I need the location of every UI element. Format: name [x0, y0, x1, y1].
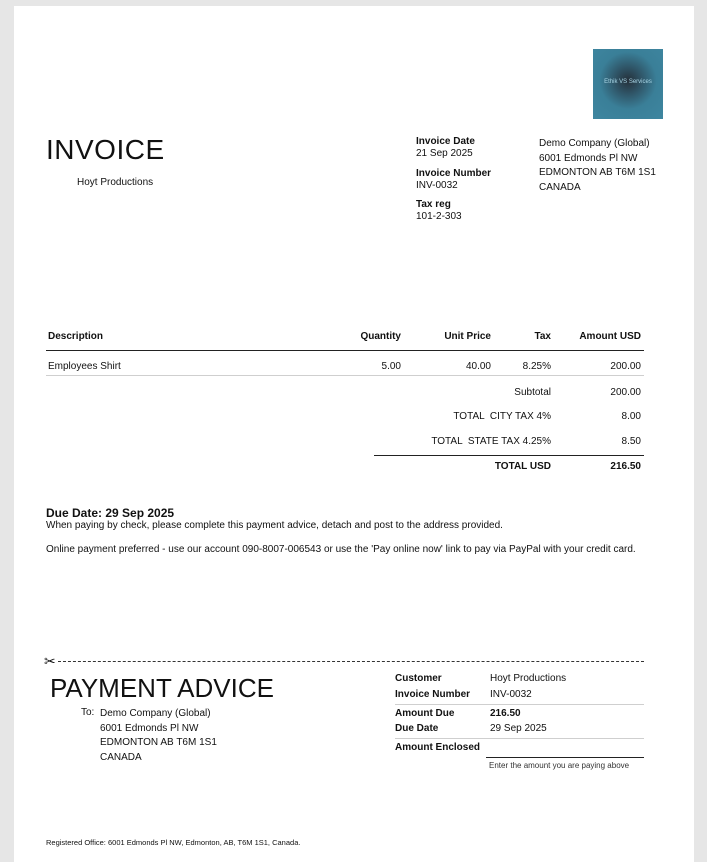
advice-due-date-label: Due Date — [395, 723, 439, 734]
advice-company-city: EDMONTON AB T6M 1S1 — [100, 737, 217, 748]
online-payment-note: Online payment preferred - use our account 090-8007-006543 or use the 'Pay online now' link to pay via PayPal with your credit card. — [46, 544, 636, 555]
advice-invoice-number-value: INV-0032 — [490, 689, 532, 700]
due-date-heading: Due Date: 29 Sep 2025 — [46, 506, 175, 520]
col-description: Description — [48, 331, 104, 342]
subtotal-label: Subtotal — [514, 387, 551, 398]
total-row — [46, 461, 644, 481]
subtotal-value: 200.00 — [610, 387, 641, 398]
item-unit-price: 40.00 — [465, 361, 491, 372]
advice-amount-due-label: Amount Due — [395, 708, 455, 719]
amount-enclosed-line — [486, 757, 644, 758]
invoice-number-label: Invoice Number — [416, 168, 492, 179]
col-amount: Amount USD — [579, 331, 641, 342]
amount-enclosed-hint: Enter the amount you are paying above — [489, 761, 630, 770]
advice-company-name: Demo Company (Global) — [100, 708, 211, 719]
invoice-date-label: Invoice Date — [416, 136, 475, 147]
to-label: To: — [81, 707, 95, 718]
advice-amount-due-value: 216.50 — [490, 708, 521, 719]
table-row — [46, 361, 644, 381]
invoice-title: INVOICE — [46, 134, 165, 165]
col-quantity: Quantity — [360, 331, 401, 342]
advice-due-date-value: 29 Sep 2025 — [490, 723, 547, 734]
advice-amount-enclosed-label: Amount Enclosed — [395, 742, 481, 753]
cut-line — [58, 661, 644, 662]
item-description: Employees Shirt — [48, 361, 121, 372]
invoice-page — [14, 6, 694, 862]
advice-invoice-number-label: Invoice Number — [395, 689, 471, 700]
invoice-date-value: 21 Sep 2025 — [416, 148, 473, 159]
city-tax-row — [46, 411, 644, 431]
scissors-icon: ✂ — [44, 653, 56, 669]
item-quantity: 5.00 — [381, 361, 401, 372]
bill-to-customer: Hoyt Productions — [77, 177, 154, 188]
registered-office-footer: Registered Office: 6001 Edmonds Pl NW, Edmonton, AB, T6M 1S1, Canada. — [46, 838, 301, 847]
header-divider — [46, 350, 644, 351]
advice-customer-value: Hoyt Productions — [490, 673, 567, 684]
advice-company-country: CANADA — [100, 751, 142, 763]
total-label: TOTAL USD — [494, 461, 551, 472]
state-tax-row — [46, 436, 644, 456]
state-tax-value: 8.50 — [621, 436, 641, 447]
advice-customer-label: Customer — [395, 673, 442, 684]
company-name: Demo Company (Global) — [539, 138, 650, 149]
state-tax-label: TOTAL STATE TAX 4.25% — [431, 436, 551, 447]
item-tax: 8.25% — [522, 361, 551, 372]
col-unit-price: Unit Price — [444, 331, 491, 342]
check-payment-note: When paying by check, please complete this payment advice, detach and post to the address provided. — [46, 520, 503, 531]
city-tax-label: TOTAL CITY TAX 4% — [453, 411, 551, 422]
item-amount: 200.00 — [610, 361, 641, 372]
advice-company-street: 6001 Edmonds Pl NW — [100, 722, 199, 734]
advice-divider-1 — [395, 704, 644, 705]
table-header — [46, 331, 644, 351]
company-country: CANADA — [539, 181, 581, 193]
subtotal-row — [46, 387, 644, 407]
total-value: 216.50 — [610, 461, 641, 472]
company-city: EDMONTON AB T6M 1S1 — [539, 167, 656, 178]
col-tax: Tax — [534, 331, 551, 342]
advice-divider-2 — [395, 738, 644, 739]
company-street: 6001 Edmonds Pl NW — [539, 152, 638, 164]
tax-reg-value: 101-2-303 — [416, 211, 462, 222]
payment-advice-title: PAYMENT ADVICE — [50, 673, 274, 703]
row-divider — [46, 375, 644, 376]
tax-reg-label: Tax reg — [416, 199, 451, 210]
company-logo — [593, 49, 663, 119]
invoice-number-value: INV-0032 — [416, 180, 458, 191]
total-divider — [374, 455, 644, 456]
logo-text: Ethik VS Services — [604, 79, 652, 85]
advice-address — [100, 707, 217, 765]
city-tax-value: 8.00 — [621, 411, 641, 422]
company-address — [539, 137, 656, 195]
